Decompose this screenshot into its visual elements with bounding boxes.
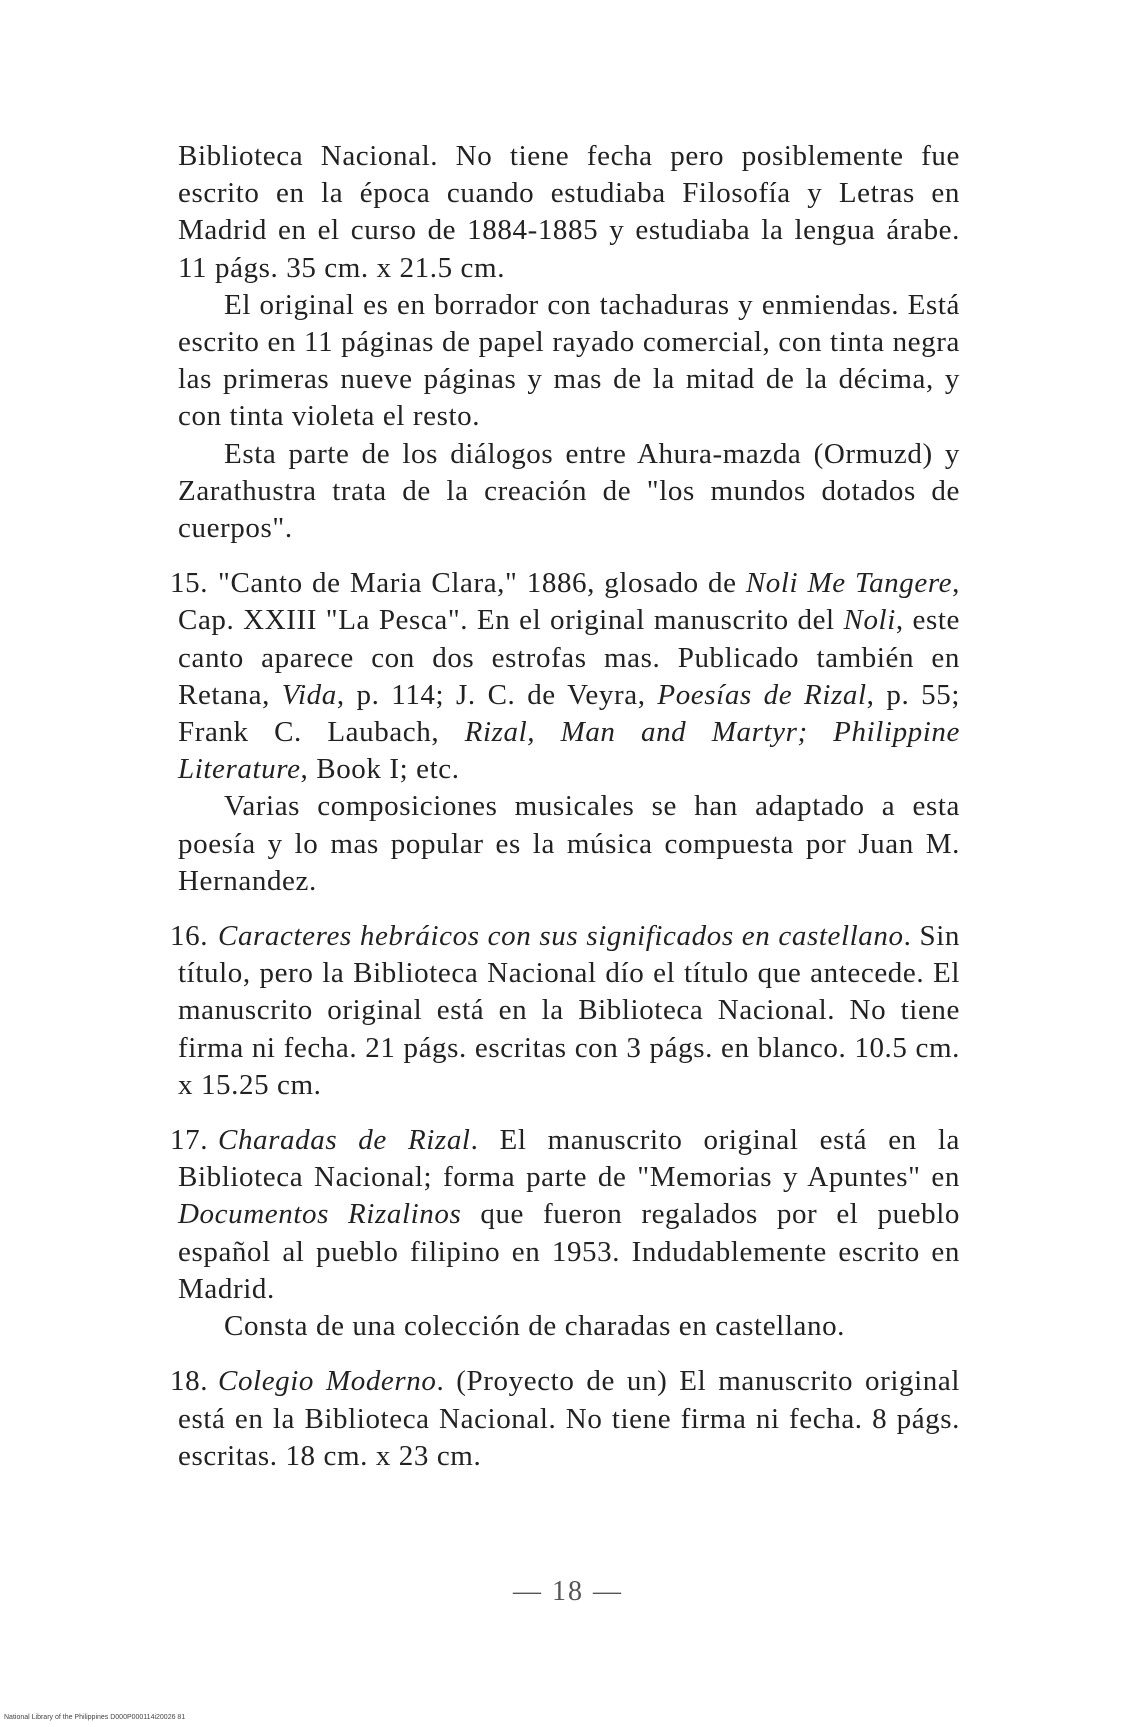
entry-text: . El manuscrito original está en la Biblioteca Nacional; forma parte de "Memorias y Apuntes" en bbox=[178, 1124, 961, 1194]
title-italic: Vida bbox=[281, 678, 337, 711]
scan-footer: National Library of the Philippines D000P000114i20026 81 bbox=[4, 1714, 186, 1721]
entry-text: . Sin título, pero la Biblioteca Nacional dío el título que antecede. El manuscrito original está en la Biblioteca Nacional. No tiene firma ni fecha. 21 págs. escritas con 3 págs. en blanco. 10.5 cm. x 15.25 cm. bbox=[178, 920, 961, 1101]
entry-text: , Book I; etc. bbox=[300, 753, 460, 786]
page-number: — 18 — bbox=[513, 1576, 623, 1607]
title-italic: Rizal, Man and Martyr; Philippine Literature bbox=[178, 716, 960, 786]
title-italic: Noli Me Tangere bbox=[745, 567, 953, 600]
entry-text: , p. 114; J. C. de Veyra, bbox=[336, 678, 658, 711]
catalog-entry-16 bbox=[170, 918, 961, 1104]
page-body bbox=[170, 138, 961, 1475]
entry-17-main bbox=[170, 1122, 961, 1308]
entry-text: , Cap. XXIII "La Pesca". En el original manuscrito del bbox=[178, 567, 960, 637]
description-paragraph: El original es en borrador con tachaduras y enmiendas. Está escrito en 11 páginas de papel rayado comercial, con tinta negra las primeras nueve páginas y mas de la mitad de la décima, y con tinta violeta el resto. bbox=[178, 288, 960, 433]
entry-16-main bbox=[170, 918, 961, 1104]
entry-number: 17. bbox=[170, 1124, 209, 1157]
entry-text: "Canto de Maria Clara," 1886, glosado de bbox=[218, 567, 746, 600]
entry-15-note: Varias composiciones musicales se han adaptado a esta poesía y lo mas popular es la música compuesta por Juan M. Hernandez. bbox=[178, 790, 960, 897]
title-italic: Charadas de Rizal bbox=[218, 1124, 471, 1157]
entry-text: , este canto aparece con dos estrofas mas. Publicado también en Retana, bbox=[178, 604, 961, 711]
entry-15-main bbox=[170, 565, 961, 788]
entry-text: , p. 55; Frank C. Laubach, bbox=[178, 678, 960, 749]
title-italic: Caracteres hebráicos con sus significados en castellano bbox=[218, 920, 904, 953]
entry-18-main bbox=[170, 1363, 960, 1475]
entry-number: 15. bbox=[170, 567, 209, 600]
continuation-paragraph: Biblioteca Nacional. No tiene fecha pero posiblemente fue escrito en la época cuando estudiaba Filosofía y Letras en Madrid en el curso de 1884-1885 y estudiaba la lengua árabe. 11 págs. 35 cm. x 21.5 cm. bbox=[178, 140, 960, 284]
catalog-entry-15 bbox=[170, 565, 961, 900]
catalog-entry-17 bbox=[170, 1122, 961, 1345]
title-italic: Colegio Moderno bbox=[218, 1365, 437, 1398]
entry-number: 16. bbox=[170, 920, 209, 953]
title-italic: Documentos Rizalinos bbox=[178, 1198, 462, 1231]
entry-text: que fueron regalados por el pueblo español al pueblo filipino en 1953. Indudablemente escrito en Madrid. bbox=[178, 1198, 960, 1305]
catalog-entry-18 bbox=[170, 1363, 960, 1475]
entry-17-note: Consta de una colección de charadas en castellano. bbox=[224, 1310, 846, 1343]
entry-text: . (Proyecto de un) El manuscrito original está en la Biblioteca Nacional. No tiene firma ni fecha. 8 págs. escritas. 18 cm. x 23 cm. bbox=[178, 1365, 960, 1472]
summary-paragraph: Esta parte de los diálogos entre Ahura-mazda (Ormuzd) y Zarathustra trata de la creación de "los mundos dotados de cuerpos". bbox=[178, 437, 960, 545]
title-italic: Poesías de Rizal bbox=[657, 678, 867, 711]
title-italic: Noli bbox=[843, 604, 896, 637]
entry-number: 18. bbox=[170, 1365, 209, 1398]
